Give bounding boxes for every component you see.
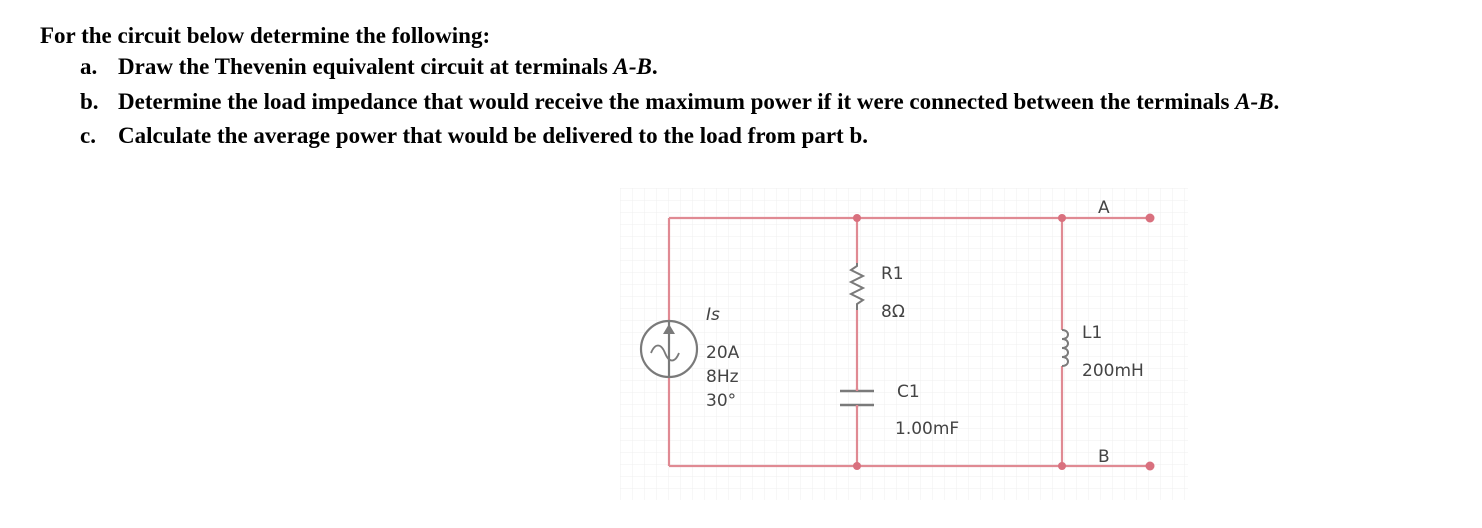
question-letter: c. [80, 123, 96, 148]
source-frequency-label: 8Hz [706, 367, 739, 387]
question-b: b. Determine the load impedance that would receive the maximum power if it were connected between the terminals A-B. [80, 89, 1280, 114]
question-letter: b. [80, 89, 99, 114]
source-amplitude-label: 20A [706, 343, 740, 363]
source-phase-label: 30° [706, 391, 737, 411]
capacitor-name-label: C1 [897, 382, 920, 402]
terminal-ref: A-B [1235, 89, 1274, 114]
question-text: Draw the Thevenin equivalent circuit at terminals [118, 54, 614, 79]
problem-intro: For the circuit below determine the following: [40, 23, 491, 48]
inductor-name-label: L1 [1082, 323, 1103, 343]
resistor-name-label: R1 [881, 264, 904, 284]
question-c [80, 123, 868, 149]
question-a: a. Draw the Thevenin equivalent circuit at terminals A-B. [80, 54, 658, 79]
problem-statement [40, 20, 490, 52]
node [853, 214, 861, 222]
terminal-b-label: B [1098, 447, 1110, 467]
resistor-value-label: 8Ω [881, 302, 905, 322]
node [1058, 214, 1066, 222]
source-name-label: Is [706, 305, 720, 325]
ac-current-source-icon [641, 321, 697, 377]
terminal-a-node [1146, 214, 1155, 223]
node [1058, 462, 1066, 470]
terminal-ref: A-B [613, 54, 652, 79]
inductor-value-label: 200mH [1082, 361, 1144, 381]
question-letter: a. [80, 54, 98, 79]
terminal-b-node [1146, 462, 1155, 471]
question-text: Calculate the average power that would be delivered to the load from part b. [118, 123, 868, 148]
terminal-a-label: A [1098, 198, 1110, 218]
capacitor-value-label: 1.00mF [895, 419, 960, 439]
circuit-diagram [620, 188, 1188, 500]
question-text: Determine the load impedance that would receive the maximum power if it were connected between the terminals [118, 89, 1236, 114]
node [853, 462, 861, 470]
